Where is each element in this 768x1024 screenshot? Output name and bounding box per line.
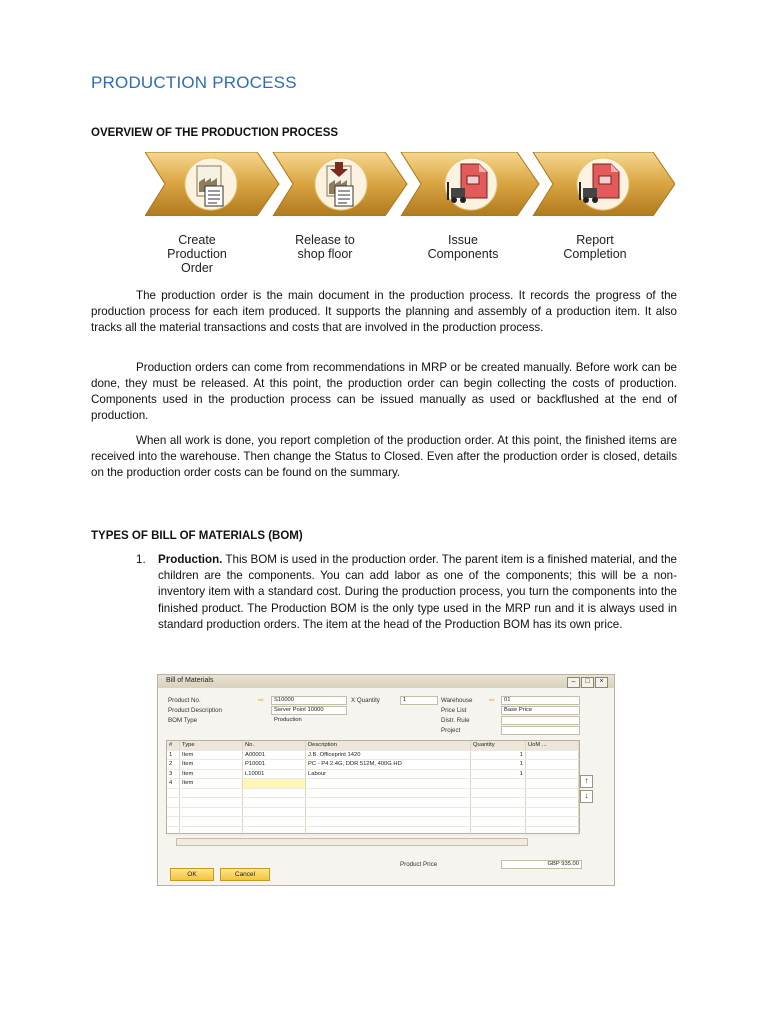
row-type[interactable]: Item (180, 769, 243, 779)
column-header-quantity[interactable]: Quantity (471, 741, 526, 750)
product-description-field[interactable]: Server Point 10000 (271, 706, 347, 715)
column-header-type[interactable]: Type (180, 741, 243, 750)
components-table (167, 741, 579, 836)
row-quantity[interactable]: 1 (471, 769, 526, 779)
price-list-label: Price List (441, 707, 467, 714)
row-description[interactable] (306, 779, 471, 789)
table-row[interactable] (167, 807, 579, 817)
process-arrows (145, 152, 675, 216)
quantity-label: X Quantity (351, 697, 380, 704)
paragraph-1 (91, 288, 677, 336)
row-num: 1 (167, 750, 180, 760)
paragraph-2-text: Production orders can come from recommendations in MRP or be created manually. Before work can be done, they must be released. At this point, the production order can begin collecting the costs of production. Components used in the production process can be issued manually as used or backflushed at the end of production. (91, 361, 677, 422)
table-row[interactable] (167, 769, 579, 779)
overview-heading: OVERVIEW OF THE PRODUCTION PROCESS (91, 127, 339, 139)
minimize-icon[interactable]: – (567, 677, 580, 688)
paragraph-2 (91, 360, 677, 424)
project-field[interactable] (501, 726, 580, 735)
bom-type-select[interactable]: Production (274, 717, 302, 723)
row-uom[interactable] (526, 769, 579, 779)
bom-components-grid (166, 740, 580, 834)
step-label-release-to-shop-floor: Release to shop floor (295, 233, 355, 261)
table-row[interactable] (167, 788, 579, 798)
column-header-description[interactable]: Description (306, 741, 471, 750)
column-header-num: # (167, 741, 180, 750)
price-list-field[interactable]: Base Price (501, 706, 580, 715)
table-row[interactable] (167, 760, 579, 770)
row-no[interactable]: A00001 (243, 750, 306, 760)
row-uom[interactable] (526, 750, 579, 760)
row-type[interactable]: Item (180, 760, 243, 770)
row-quantity[interactable] (471, 779, 526, 789)
paragraph-1-text: The production order is the main document in the production process. It records the progress of the production process for each item produced. It supports the planning and assembly of a production item. It also tracks all the material transactions and costs that are involved in the production process. (91, 289, 677, 334)
paragraph-3-text: When all work is done, you report completion of the production order. At this point, the finished items are received into the warehouse. Then change the Status to Closed. Even after the production order is closed, details on the production order costs can be found on the summary. (91, 434, 677, 479)
bom-types-heading: TYPES OF BILL OF MATERIALS (BOM) (91, 530, 303, 542)
table-row[interactable] (167, 826, 579, 836)
list-item-text: This BOM is used in the production order. The parent item is a finished material, and the children are the components. You can add labor as one of the components; this will be a non-inventory item with a standard cost. During the production process, you turn the components into the finished product. The Production BOM is the only type used in the MRP run and it is always used in standard production orders. The item at the head of the Production BOM has its own price. (158, 553, 677, 631)
row-num: 4 (167, 779, 180, 789)
step-label-create-production-order: Create Production Order (167, 233, 227, 275)
warehouse-field[interactable]: 01 (501, 696, 580, 705)
row-no[interactable] (243, 779, 306, 789)
step-label-issue-components: Issue Components (427, 233, 499, 261)
column-header-no[interactable]: No. (243, 741, 306, 750)
warehouse-label: Warehouse (441, 697, 473, 704)
table-header-row (167, 741, 579, 750)
row-num: 3 (167, 769, 180, 779)
row-uom[interactable] (526, 779, 579, 789)
link-arrow-icon[interactable]: ⇨ (489, 697, 495, 704)
row-type[interactable]: Item (180, 750, 243, 760)
row-type[interactable]: Item (180, 779, 243, 789)
row-num: 2 (167, 760, 180, 770)
row-description[interactable]: J.B. Officeprint 1420 (306, 750, 471, 760)
row-quantity[interactable]: 1 (471, 750, 526, 760)
bom-type-label: BOM Type (168, 717, 198, 724)
list-item (158, 552, 677, 633)
product-price-field[interactable]: GBP 935.00 (501, 860, 582, 869)
distr-rule-label: Distr. Rule (441, 717, 470, 724)
paragraph-3 (91, 433, 677, 481)
product-no-field[interactable]: S10000 (271, 696, 347, 705)
link-arrow-icon[interactable]: ⇨ (258, 697, 264, 704)
process-flow (145, 152, 675, 216)
product-price-label: Product Price (400, 861, 438, 868)
list-number: 1. (136, 553, 146, 566)
row-description[interactable]: Labour (306, 769, 471, 779)
maximize-icon[interactable]: □ (581, 677, 594, 688)
page-title: PRODUCTION PROCESS (91, 73, 297, 92)
horizontal-scrollbar[interactable] (176, 838, 528, 846)
close-icon[interactable]: × (595, 677, 608, 688)
bom-window (157, 674, 615, 886)
table-row[interactable] (167, 798, 579, 808)
move-row-down-icon[interactable]: ↓ (580, 790, 593, 803)
row-quantity[interactable]: 1 (471, 760, 526, 770)
row-no[interactable]: L10001 (243, 769, 306, 779)
distr-rule-field[interactable] (501, 716, 580, 725)
column-header-uom[interactable]: UoM ... (526, 741, 579, 750)
product-description-label: Product Description (168, 707, 222, 714)
row-no[interactable]: P10001 (243, 760, 306, 770)
cancel-button[interactable]: Cancel (220, 868, 270, 881)
move-row-up-icon[interactable]: ↑ (580, 775, 593, 788)
product-no-label: Product No. (168, 697, 201, 704)
bom-window-titlebar[interactable] (158, 675, 614, 688)
ok-button[interactable]: OK (170, 868, 214, 881)
project-label: Project (441, 727, 461, 734)
list-item-term: Production. (158, 553, 223, 566)
step-label-report-completion: Report Completion (563, 233, 627, 261)
table-row[interactable] (167, 817, 579, 827)
quantity-field[interactable]: 1 (400, 696, 438, 705)
table-row[interactable] (167, 779, 579, 789)
bom-window-title: Bill of Materials (166, 677, 214, 684)
row-description[interactable]: PC - P4 2.4G, DDR 512M, 400G HD (306, 760, 471, 770)
table-row[interactable] (167, 750, 579, 760)
row-uom[interactable] (526, 760, 579, 770)
